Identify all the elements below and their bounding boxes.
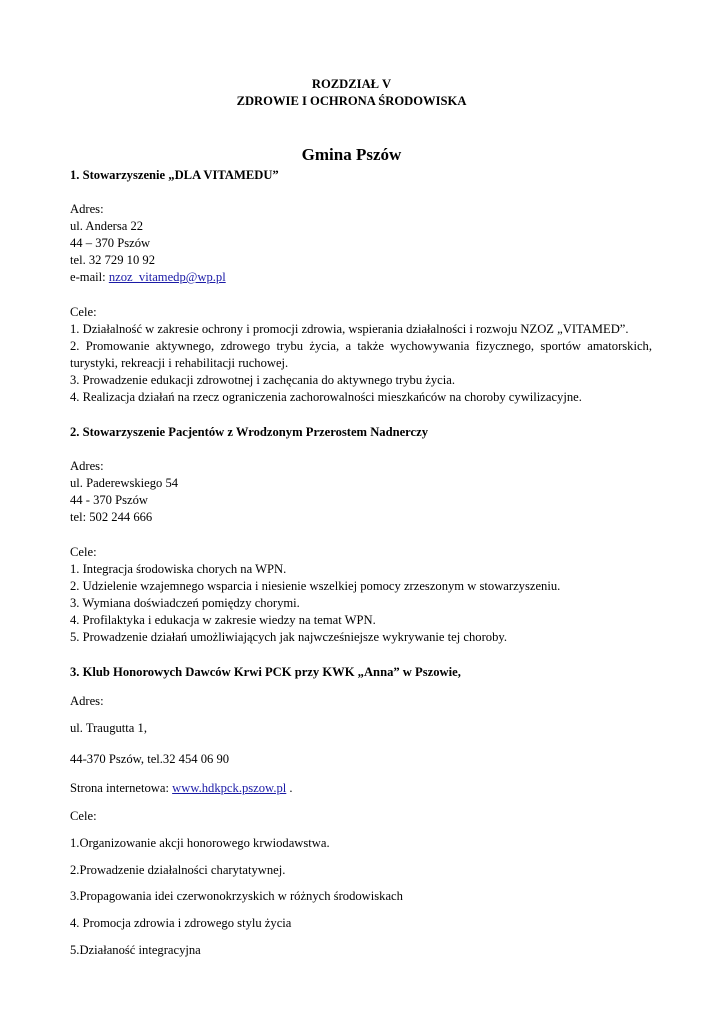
org3-goal-3: 3.Propagowania idei czerwonokrzyskich w różnych środowiskach — [70, 889, 403, 903]
org2-goal-2: 2. Udzielenie wzajemnego wsparcia i niesienie wszelkiej pomocy zrzeszonym w stowarzyszeniu. — [70, 579, 561, 593]
org2-heading: 2. Stowarzyszenie Pacjentów z Wrodzonym Przerostem Nadnerczy — [70, 425, 429, 439]
org3-address-label: Adres: — [70, 694, 104, 708]
org1-goal-4: 4. Realizacja działań na rzecz ograniczenia zachorowalności mieszkańców na choroby cywilizacyjne. — [70, 390, 582, 404]
org2-address-label: Adres: — [70, 459, 104, 473]
org1-phone: tel. 32 729 10 92 — [70, 253, 156, 267]
chapter-number: ROZDZIAŁ V — [311, 77, 392, 91]
org2-goal-3: 3. Wymiana doświadczeń pomiędzy chorymi. — [70, 596, 300, 610]
org1-city: 44 – 370 Pszów — [70, 236, 151, 250]
org1-heading: 1. Stowarzyszenie „DLA VITAMEDU” — [70, 168, 279, 182]
org3-street: ul. Traugutta 1, — [70, 721, 147, 735]
org2-phone: tel: 502 244 666 — [70, 510, 153, 524]
org2-goal-4: 4. Profilaktyka i edukacja w zakresie wiedzy na temat WPN. — [70, 613, 376, 627]
org2-goal-1: 1. Integracja środowiska chorych na WPN. — [70, 562, 287, 576]
org3-goal-1: 1.Organizowanie akcji honorowego krwiodawstwa. — [70, 836, 330, 850]
org1-address-label: Adres: — [70, 202, 104, 216]
org3-website-line — [70, 780, 293, 796]
org2-goals-label: Cele: — [70, 545, 97, 559]
org3-website-label: Strona internetowa: — [70, 781, 173, 795]
org2-city: 44 - 370 Pszów — [70, 493, 149, 507]
org3-goals-label: Cele: — [70, 809, 97, 823]
org3-city-phone: 44-370 Pszów, tel.32 454 06 90 — [70, 752, 230, 766]
org1-email-line — [70, 269, 226, 285]
org3-website-suffix: . — [286, 781, 293, 795]
org1-goal-1: 1. Działalność w zakresie ochrony i promocji zdrowia, wspierania działalności i rozwoju NZOZ „VITAMED”. — [70, 322, 629, 336]
org3-goal-2: 2.Prowadzenie działalności charytatywnej. — [70, 863, 286, 877]
org3-goal-4: 4. Promocja zdrowia i zdrowego stylu życia — [70, 916, 292, 930]
org1-email-link[interactable]: nzoz_vitamedp@wp.pl — [108, 270, 226, 284]
org3-website-link[interactable]: www.hdkpck.pszow.pl — [172, 781, 287, 795]
org3-heading: 3. Klub Honorowych Dawców Krwi PCK przy KWK „Anna” w Pszowie, — [70, 665, 461, 679]
gmina-title: Gmina Pszów — [301, 145, 402, 164]
org1-street: ul. Andersa 22 — [70, 219, 144, 233]
org1-goal-3: 3. Prowadzenie edukacji zdrowotnej i zachęcania do aktywnego trybu życia. — [70, 373, 456, 387]
chapter-title: ZDROWIE I OCHRONA ŚRODOWISKA — [236, 94, 467, 108]
org3-goal-5: 5.Działaność integracyjna — [70, 943, 201, 957]
org1-goal-2a: 2. Promowanie aktywnego, zdrowego trybu życia, a także wychowywania fizycznego, sportów amatorskich, — [70, 339, 652, 353]
org2-street: ul. Paderewskiego 54 — [70, 476, 179, 490]
org1-email-label: e-mail: — [70, 270, 109, 284]
org1-goals-label: Cele: — [70, 305, 97, 319]
org1-goal-2b: turystyki, rekreacji i rehabilitacji ruchowej. — [70, 356, 289, 370]
org2-goal-5: 5. Prowadzenie działań umożliwiających jak najwcześniejsze wykrywanie tej choroby. — [70, 630, 507, 644]
